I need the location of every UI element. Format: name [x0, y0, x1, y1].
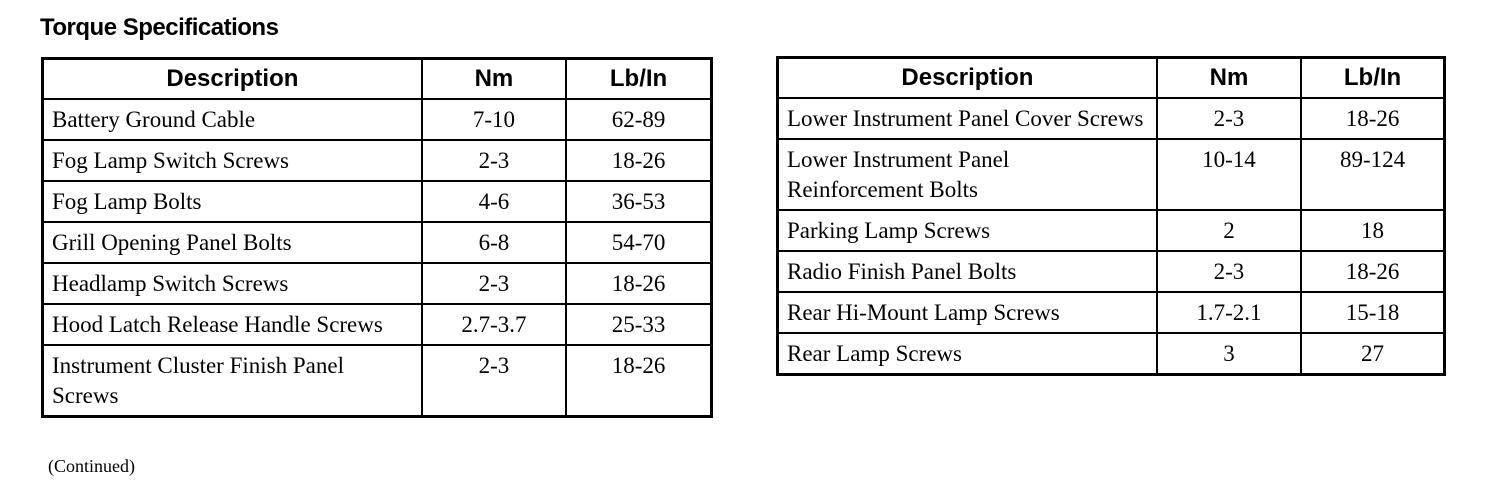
header-lb-in: Lb/In: [1301, 58, 1444, 99]
nm-cell: 2: [1157, 210, 1301, 251]
table-row: [778, 210, 1445, 251]
table-row: [43, 99, 712, 140]
description-cell: Fog Lamp Switch Screws: [43, 140, 422, 181]
description-cell: Grill Opening Panel Bolts: [43, 222, 422, 263]
lb-in-cell: 18-26: [1301, 251, 1444, 292]
table-row: [43, 181, 712, 222]
nm-cell: 2-3: [422, 345, 566, 417]
nm-cell: 10-14: [1157, 139, 1301, 210]
table-row: [778, 98, 1445, 139]
table-header-row: [43, 59, 712, 100]
nm-cell: 2-3: [422, 140, 566, 181]
lb-in-cell: 18-26: [566, 263, 711, 304]
lb-in-cell: 89-124: [1301, 139, 1444, 210]
header-lb-in: Lb/In: [566, 59, 711, 100]
description-cell: Rear Hi-Mount Lamp Screws: [778, 292, 1157, 333]
lb-in-cell: 25-33: [566, 304, 711, 345]
nm-cell: 2-3: [1157, 251, 1301, 292]
nm-cell: 2-3: [1157, 98, 1301, 139]
header-nm: Nm: [422, 59, 566, 100]
table-header-row: [778, 58, 1445, 99]
table-row: [778, 139, 1445, 210]
table-row: [43, 140, 712, 181]
nm-cell: 1.7-2.1: [1157, 292, 1301, 333]
table-row: [43, 263, 712, 304]
header-nm: Nm: [1157, 58, 1301, 99]
table-row: [43, 222, 712, 263]
nm-cell: 2.7-3.7: [422, 304, 566, 345]
torque-table-right: [776, 56, 1446, 376]
description-cell: Radio Finish Panel Bolts: [778, 251, 1157, 292]
description-cell: Parking Lamp Screws: [778, 210, 1157, 251]
table-row: [778, 292, 1445, 333]
description-cell: Headlamp Switch Screws: [43, 263, 422, 304]
nm-cell: 3: [1157, 333, 1301, 375]
description-cell: Hood Latch Release Handle Screws: [43, 304, 422, 345]
table-row: [778, 251, 1445, 292]
lb-in-cell: 36-53: [566, 181, 711, 222]
lb-in-cell: 18-26: [1301, 98, 1444, 139]
description-cell: Rear Lamp Screws: [778, 333, 1157, 375]
nm-cell: 7-10: [422, 99, 566, 140]
lb-in-cell: 18-26: [566, 140, 711, 181]
lb-in-cell: 18-26: [566, 345, 711, 417]
lb-in-cell: 18: [1301, 210, 1444, 251]
table-row: [43, 304, 712, 345]
continued-note: (Continued): [48, 456, 135, 476]
description-cell: Battery Ground Cable: [43, 99, 422, 140]
header-description: Description: [778, 58, 1157, 99]
description-cell: Instrument Cluster Finish Panel Screws: [43, 345, 422, 417]
description-cell: Lower Instrument Panel Reinforcement Bolts: [778, 139, 1157, 210]
nm-cell: 2-3: [422, 263, 566, 304]
header-description: Description: [43, 59, 422, 100]
lb-in-cell: 15-18: [1301, 292, 1444, 333]
table-row: [43, 345, 712, 417]
torque-table-left: [41, 57, 713, 418]
nm-cell: 4-6: [422, 181, 566, 222]
description-cell: Lower Instrument Panel Cover Screws: [778, 98, 1157, 139]
lb-in-cell: 54-70: [566, 222, 711, 263]
description-cell: Fog Lamp Bolts: [43, 181, 422, 222]
nm-cell: 6-8: [422, 222, 566, 263]
lb-in-cell: 27: [1301, 333, 1444, 375]
lb-in-cell: 62-89: [566, 99, 711, 140]
table-row: [778, 333, 1445, 375]
page-title: Torque Specifications: [40, 14, 279, 41]
